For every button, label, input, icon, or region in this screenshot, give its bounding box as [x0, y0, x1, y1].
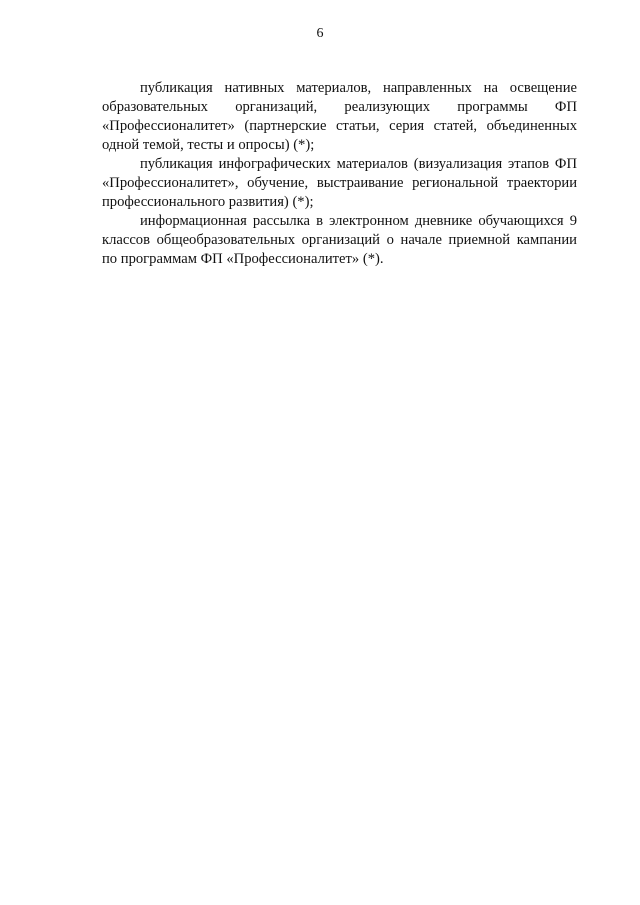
page-number: 6 — [316, 26, 324, 41]
paragraph-infographic-materials: публикация инфографических материалов (визуализация этапов ФП «Профессионалитет», обучение, выстраивание региональной траектории профессионального развития) (*); — [102, 156, 577, 210]
document-body — [102, 79, 577, 269]
paragraph-electronic-diary-mailing: информационная рассылка в электронном дневнике обучающихся 9 классов общеобразовательных организаций о начале приемной кампании по программам ФП «Профессионалитет» (*). — [102, 213, 577, 267]
paragraph-native-materials: публикация нативных материалов, направленных на освещение образовательных организаций, реализующих программы ФП «Профессионалитет» (партнерские статьи, серия статей, объединенных одной темой, тесты и опросы) (*); — [102, 80, 577, 153]
